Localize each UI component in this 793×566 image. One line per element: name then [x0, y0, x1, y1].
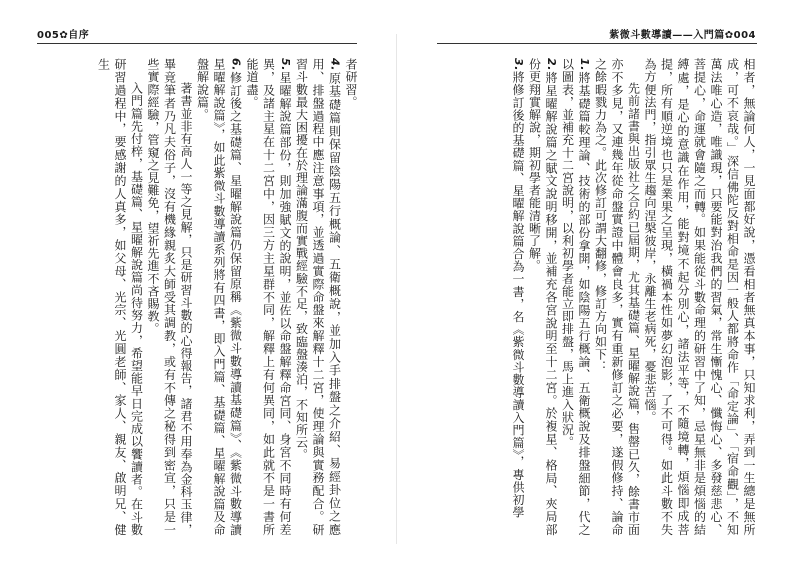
- item-text: 將星曜解說篇之賦文說明移開，並補充各宮說明至十二宮。於複星、格局、夾局部份更翔實解說，期初學者能清晰了解。: [527, 58, 558, 536]
- paragraph-text: 著書並非有高人一等之見解，只是研習斗數的心得報告，諸君不用奉為金科玉律，畢竟筆者乃凡夫俗子，沒有機緣親炙大師受其調教，或有不傳之秘得到密宣，只是一些實際經驗，管窺之見難免，望祈先進不吝賜教。: [146, 58, 193, 536]
- paragraph: [95, 58, 145, 536]
- item-number: 1.: [578, 58, 591, 72]
- numbered-item: [526, 58, 559, 536]
- paragraph-text: 者研習。: [344, 58, 358, 109]
- item-number: 6.: [229, 58, 243, 72]
- item-number: 2.: [545, 58, 558, 72]
- numbered-item: [293, 58, 343, 536]
- left-header-rule: [37, 43, 357, 44]
- paragraph: [642, 58, 758, 536]
- numbered-item: [510, 58, 527, 536]
- right-body-text: [437, 58, 757, 536]
- left-running-head: 005✿自序: [37, 30, 90, 41]
- paragraph: [343, 58, 360, 536]
- item-number: 4.: [328, 58, 342, 72]
- right-header-rule: [437, 43, 757, 44]
- numbered-item: [194, 58, 244, 536]
- item-text: 將基礎篇較理論、技術的部份拿開，如陰陽五行概論、五衛概說及排盤細節，代之以圖表，並補充十二宮說明，以利初學者能立即排盤，馬上進入狀況。: [560, 58, 591, 536]
- right-page: [397, 0, 793, 566]
- right-running-head: 紫微斗數導讀——入門篇✿004: [609, 30, 756, 41]
- left-body-text: [37, 58, 359, 536]
- item-number: 3.: [512, 58, 525, 72]
- left-page: [0, 0, 396, 566]
- paragraph: [592, 58, 642, 536]
- paragraph: [145, 58, 195, 536]
- item-number: 5.: [279, 58, 292, 72]
- item-text: 星曜解說篇部份，則加強賦文的說明，並佐以命盤解釋命宮同、身宮不同時有何差異，及諸主星在十二宮中，因三方主星群不同，解釋上有何異同，如此就不是一書所能道盡。: [245, 58, 292, 536]
- paragraph-text: 相者，無論何人，一見面都好說，憑看相者無真本事，只知求利，弄到一生總是無所成，可不哀哉。」深信佛陀反對相命是因一般人都將命作「命定論」、「宿命觀」，不知萬法唯心造，唯識現，只要能對治我們的習氣，常生慚愧心、懺悔心、多發慈悲心、菩提心，命運就會隨之而轉。如果能從斗數命理的研習中了知，忌星無非是煩惱的結縛處，是心的意識在作用，能對境不起分別心，諸法平等，不隨境轉，煩惱即成菩提，所有順逆境也只是業果之呈現，橫禍本性如夢幻泡影，了不可得。如此斗數不失為方便法門，指引眾生趨向涅槃彼岸，永離生老病死，憂悲苦惱。: [643, 58, 756, 536]
- paragraph-text: 入門篇先付梓，基礎篇、星曜解說篇尚待努力，希望能早日完成以饗讀者。在斗數研習過程中，要感謝的人真多，如父母、光宗、光圓老師、家人、親友、啟明兄、健生: [96, 58, 144, 536]
- numbered-item: [559, 58, 592, 536]
- paragraph-text: 先前諸書與出版社之合約已屆期，尤其基礎篇、星曜解說篇，售罄已久，餘書市面亦不多見，又連幾年從命盤實證中體會良多，實有重新修訂之必要，遂假修持、論命之餘暇戮力為之。此次修訂可謂大翻修，修訂方向如下：: [593, 58, 641, 536]
- numbered-item: [244, 58, 294, 536]
- item-text: 原基礎篇則保留陰陽五行概論、五衛概說，並加入手排盤之介紹、易經卦位之應用、排盤過程中應注意事項，並透過實際命盤來解釋十二宮，使理論與實務配合。研習斗數最大困擾在於理論滿腹而實戰經驗不足，致臨盤湊泊，不知所云。: [294, 58, 342, 536]
- item-text: 修訂後之基礎篇、星曜解說篇仍保留原稱《紫微斗數導讀基礎篇》、《紫微斗數導讀星曜解說篇》，如此紫微斗數導讀系列將有四書，即入門篇、基礎篇、星曜解說篇及命盤解說篇。: [195, 58, 243, 536]
- item-text: 將修訂後的基礎篇、星曜解說篇合為一書，名《紫微斗數導讀入門篇》，專供初學: [511, 71, 525, 519]
